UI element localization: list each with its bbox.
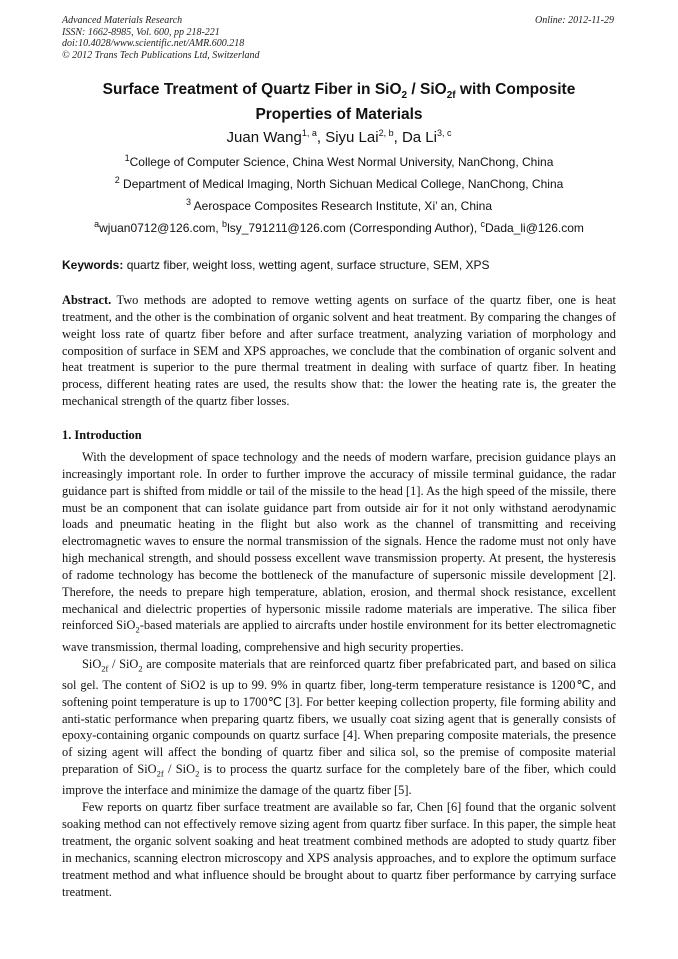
section-heading: 1. Introduction: [62, 428, 142, 442]
author-name: Juan Wang: [226, 129, 302, 146]
author-name: Siyu Lai: [325, 129, 379, 146]
abstract: Abstract. Two methods are adopted to remove wetting agents on surface of the quartz fiber, one is heat treatment, and the other is the combination of organic solvent and heat treatment. By comparing the changes of weight loss rate of quartz fiber before and after surface treatment, analyzing variation of morphology and composition of surface in SEM and XPS approaches, we conclude that the combination of organic solvent and heat treatment is superior to the pure thermal treatment in dealing with surface of quartz fiber. In heating process, different heating rates are used, the results show that: the lower the heating rate is, the greater the mechanical strength of the quartz fiber losses.: [62, 293, 616, 409]
affiliation-2: $^2$ Department of Medical Imaging, North Sichuan Medical College, NanChong, China: [114, 175, 564, 191]
author-name: Da Li: [401, 129, 437, 146]
introduction-body: [62, 449, 616, 900]
doi-line: doi:10.4028/www.scientific.net/AMR.600.218: [62, 38, 245, 49]
email-line: $^a$wjuan0712@126.com, $^b$lsy_791211@126.com (Corresponding Author), $^c$Dada_li@126.com: [94, 219, 584, 235]
author-list: Juan Wang$^{1, a}$, Siyu Lai$^{2, b}$, Da Li$^{3, c}$: [226, 128, 452, 146]
keywords: Keywords: quartz fiber, weight loss, wetting agent, surface structure, SEM, XPS: [62, 258, 490, 272]
journal-name: Advanced Materials Research: [62, 15, 183, 26]
online-date: Online: 2012-11-29: [535, 15, 614, 26]
abstract-label: Abstract.: [62, 293, 112, 307]
copyright-line: © 2012 Trans Tech Publications Ltd, Switzerland: [62, 49, 260, 61]
affiliation-3: $^3$ Aerospace Composites Research Institute, Xi’ an, China: [185, 197, 493, 213]
journal-header: [62, 15, 260, 61]
paragraph: With the development of space technology and the needs of modern warfare, precision guidance plays an increasingly important role. In order to further improve the accuracy of missile terminal guidance, the radar guidance part is shifted from middle or tail of the missile to the head [1]. As the high speed of the missile, there must be an component that can isolate guidance part from outside air for it not only withstand aerodynamic loads and pneumatic heating in the flight but also work as the channel of transmitting and receiving electromagnetic waves to ensure the normal transmission of the signals. Hence the radome must not only have high mechanical strength, and should possess excellent wave transmission property. At present, the hysteresis of radome technology has become the bottleneck of the manufacture of supersonic missile development [2]. Therefore, the needs to prepare high temperature, ablation, erosion, and thermal shock resistance, excellent mechanical and dielectric properties of hypersonic missile radome materials are imperative. The silica fiber reinforced SiO$_2$-based materials are applied to aircrafts under hostile environment for its better electromagnetic wave transmission, thermal loading, comprehensive and high security properties.: [62, 450, 616, 654]
paragraph: SiO$_{2f}$ / SiO$_2$ are composite materials that are reinforced quartz fiber prefabricated part, and based on silica sol gel. The content of SiO2 is up to 99. 9% in quartz fiber, long-term temperature resistance is 1200℃, and softening point temperature is up to 1700℃ [3]. For better keeping collection property, file forming ability and anti-static performance when preparing quartz fibers, we usually coat sizing agent that is generally consists of epoxy-containing organic compounds on quartz surface [4]. When preparing composite materials, the presence of sizing agent will affect the bonding of quartz fiber and silica sol, so the premise of composite material preparation of SiO$_{2f}$ / SiO$_2$ is to process the quartz surface for the completely bare of the fiber, which could improve the interface and minimize the damage of the quartz fiber [5].: [62, 656, 617, 798]
paper-title: Surface Treatment of Quartz Fiber in SiO$_2$ / SiO$_{2f}$ with Composite Properties of Materials: [102, 81, 576, 124]
paragraph: Few reports on quartz fiber surface treatment are available so far, Chen [6] found that the organic solvent soaking method can not effectively remove sizing agent from quartz fiber surface. In this paper, the simple heat treatment, the organic solvent soaking and heat treatment combined methods are adopted to study quartz fiber in mechanics, scanning electron microscopy and XPS analysis approaches, and to explore the optimum surface treatment method and what influence should be brought about to quartz fiber performance by carrying surface treatment.: [62, 800, 616, 899]
issn-line: ISSN: 1662-8985, Vol. 600, pp 218-221: [62, 26, 220, 38]
affiliation-1: $^1$College of Computer Science, China West Normal University, NanChong, China: [124, 153, 554, 169]
